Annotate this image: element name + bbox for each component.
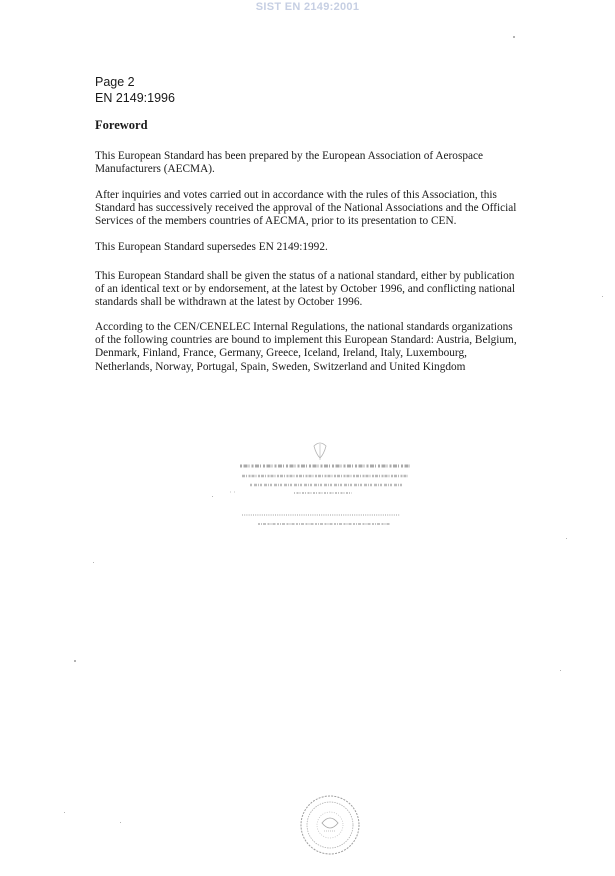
paragraph-5 — [95, 321, 545, 374]
speck — [93, 562, 94, 563]
text-line: Manufacturers (AECMA). — [95, 163, 215, 176]
speck — [212, 496, 213, 497]
speck — [566, 538, 567, 539]
text-line: standards shall be withdrawn at the latest by October 1996. — [95, 296, 363, 309]
text-line: Standard has successively received the approval of the National Associations and the Official — [95, 202, 517, 215]
speck — [120, 822, 121, 823]
text-line: After inquiries and votes carried out in accordance with the rules of this Association, this — [95, 189, 497, 201]
section-title: Foreword — [95, 118, 148, 132]
page-header — [95, 74, 175, 106]
text-line: This European Standard supersedes EN 2149:1992. — [95, 241, 328, 253]
standard-number: EN 2149:1996 — [95, 91, 175, 105]
text-line: Services of the members countries of AECMA, prior to its presentation to CEN. — [95, 215, 457, 228]
speck — [513, 36, 515, 38]
speck — [602, 296, 603, 297]
text-line: Netherlands, Norway, Portugal, Spain, Sweden, Switzerland and United Kingdom — [95, 360, 466, 373]
seal-mark — [298, 793, 362, 857]
page-number: Page 2 — [95, 75, 135, 89]
text-line: of an identical text or by endorsement, at the latest by October 1996, and conflicting national — [95, 283, 516, 296]
watermark: SIST EN 2149:2001 — [255, 1, 360, 13]
paragraph-3 — [95, 241, 545, 254]
stamp-mark — [228, 440, 418, 540]
paragraph-2 — [95, 189, 545, 229]
paragraph-1 — [95, 150, 545, 176]
speck — [74, 660, 76, 662]
paragraph-4 — [95, 270, 545, 310]
text-line: According to the CEN/CENELEC Internal Regulations, the national standards organizations — [95, 321, 513, 333]
text-line: This European Standard has been prepared by the European Association of Aerospace — [95, 150, 484, 162]
text-line: This European Standard shall be given the status of a national standard, either by publication — [95, 270, 515, 282]
text-line: of the following countries are bound to implement this European Standard: Austria, Belgium, — [95, 334, 517, 347]
speck — [560, 670, 561, 671]
text-line: Denmark, Finland, France, Germany, Greece, Iceland, Ireland, Italy, Luxembourg, — [95, 347, 467, 360]
speck — [64, 812, 65, 813]
